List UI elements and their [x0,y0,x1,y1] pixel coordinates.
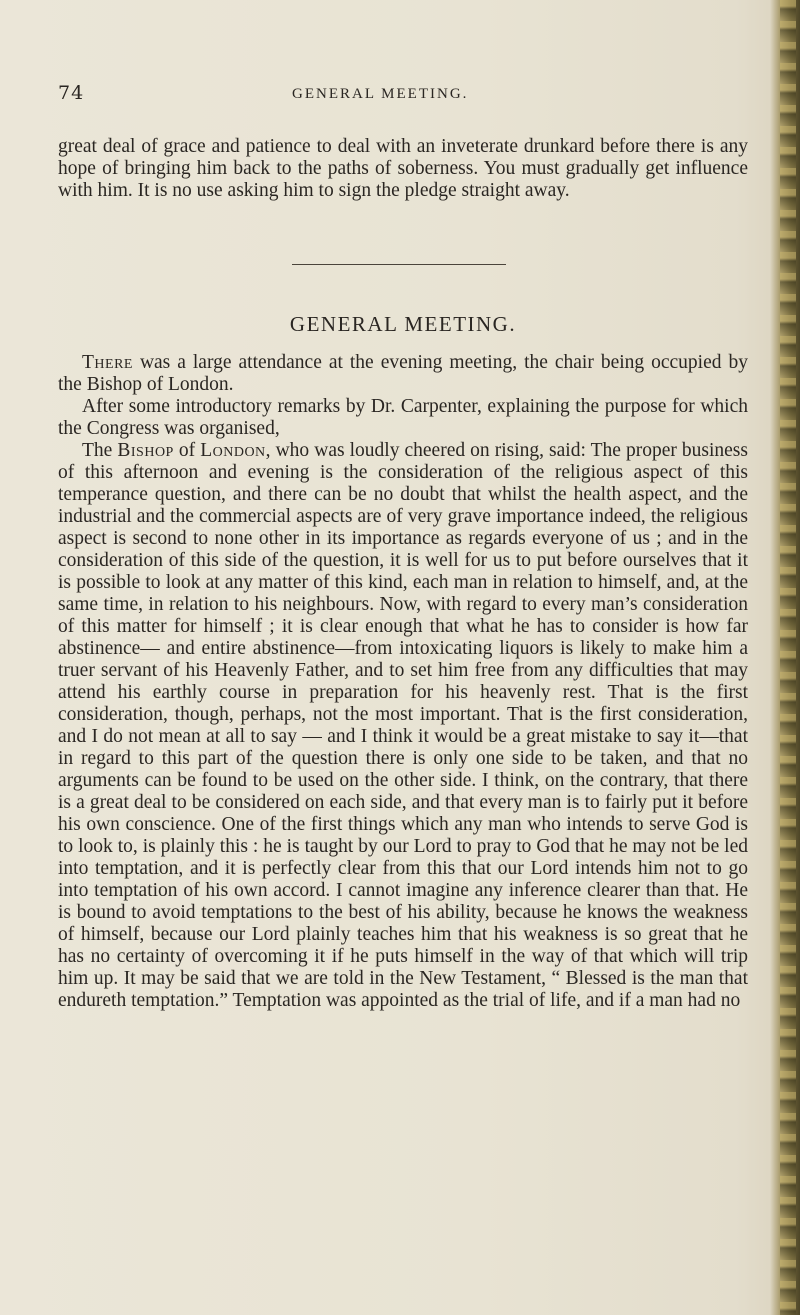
section-body [58,352,748,1012]
speech-lead-of: of [173,440,201,461]
page-edge-stains [780,0,796,1315]
page-number: 74 [58,82,85,104]
speech-lead-article: The [82,440,118,461]
section-divider [292,264,506,265]
running-head: GENERAL MEETING. [292,86,469,102]
section-title: GENERAL MEETING. [289,312,517,336]
paragraph-introductory: After some introductory remarks by Dr. Carpenter, explaining the purpose for which the Congress was organised, [58,396,748,439]
speaker-title: Bishop [117,440,174,461]
page-header [58,82,758,112]
paragraph-attendance-text: was a large attendance at the evening meeting, the chair being occupied by the Bishop of London. [58,352,748,395]
paragraph-attendance [58,352,748,396]
paragraph-bishop-speech [58,440,748,1012]
speech-text: , who was loudly cheered on rising, said: The proper business of this afternoon and evening is the consideration of the religious aspect of this temperance question, and there can be no doubt that whilst the health aspect, and the industrial and the commercial aspects are of very grave importance indeed, the religious aspect is second to none other in its importance as regards everyone of us ; and in the consideration of this side of the question, it is well for us to put before ourselves that it is possible to look at any matter of this kind, each man in relation to himself, and, at the same time, in relation to his neighbours. Now, with regard to every man’s consideration of this matter for himself ; it is clear enough that what he has to consider is how far abstinence— and entire abstinence—from intoxicating liquors is likely to make him a truer servant of his Heavenly Father, and to set him free from any difficulties that may attend his earthly course in preparation for his heavenly rest. That is the first consideration, though, perhaps, not the most important. That is the first consideration, and I do not mean at all to say — and I think it would be a great mistake to say it—that in regard to this part of the question there is only one side to be taken, and that no arguments can be found to be used on the other side. I think, on the contrary, that there is a great deal to be considered on each side, and that every man is to fairly put it before his own conscience. One of the first things which any man who intends to serve God is to look to, is plainly this : he is taught by our Lord to pray to God that he may not be led into temptation, and it is perfectly clear from this that our Lord intends him not to go into temptation of his own accord. I cannot imagine any inference clearer than that. He is bound to avoid temptations to the best of his ability, because he knows the weakness of himself, because our Lord plainly teaches him that his weakness is so great that he has no certainty of overcoming it if he puts himself in the way of that which will trip him up. It may be said that we are told in the New Testament, “ Blessed is the man that endureth temptation.” Temptation was appointed as the trial of life, and if a man had no [58,440,748,1011]
paragraph-lead-word: There [82,352,133,373]
speaker-see: London [200,440,266,461]
continued-paragraph: great deal of grace and patience to deal with an inveterate drunkard before there is any hope of bringing him back to the paths of soberness. You must gradually get influence with him. It is no use asking him to sign the pledge straight away. [58,136,748,201]
